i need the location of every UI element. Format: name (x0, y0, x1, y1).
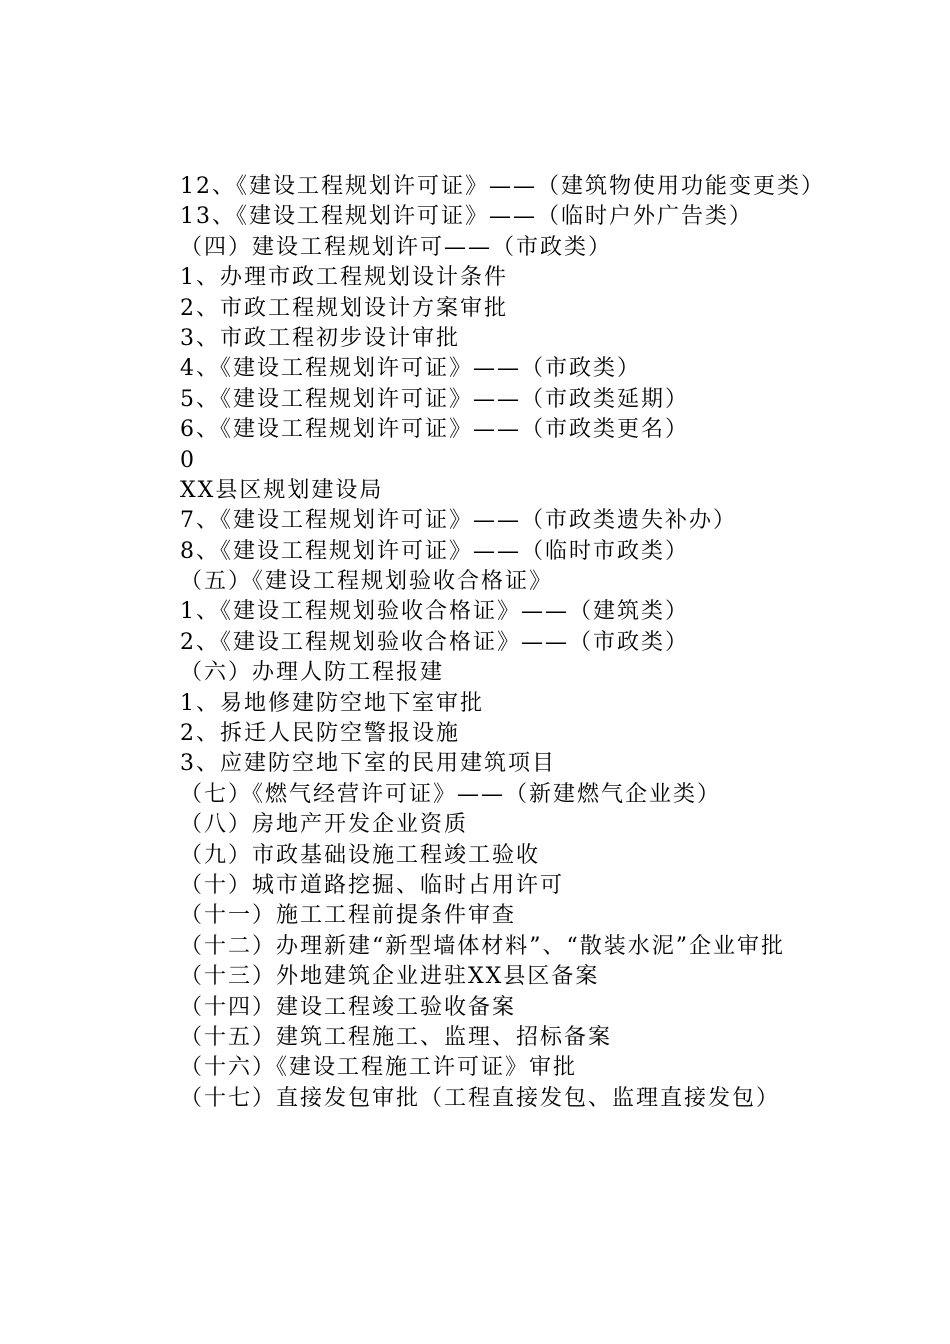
section-heading: （九）市政基础设施工程竣工验收 (180, 842, 541, 868)
section-heading: （六）办理人防工程报建 (180, 660, 445, 686)
section-heading: （十四）建设工程竣工验收备案 (180, 994, 517, 1020)
running-header: XX县区规划建设局 (180, 477, 384, 503)
text-line: 2、市政工程规划设计方案审批 (180, 295, 508, 321)
section-heading: （七）《燃气经营许可证》——（新建燃气企业类） (180, 781, 722, 807)
text-line: 2、《建设工程规划验收合格证》——（市政类） (180, 629, 689, 655)
section-heading: （十三）外地建筑企业进驻XX县区备案 (180, 964, 600, 990)
section-heading: （十一）施工工程前提条件审查 (180, 903, 517, 929)
text-line: 6、《建设工程规划许可证》——（市政类更名） (180, 417, 689, 443)
text-line: 7、《建设工程规划许可证》——（市政类遗失补办） (180, 508, 737, 534)
section-heading: （十二）办理新建“新型墙体材料”、“散装水泥”企业审批 (180, 933, 785, 959)
section-heading: （十七）直接发包审批（工程直接发包、监理直接发包） (180, 1085, 781, 1111)
page-number: 0 (180, 447, 196, 473)
text-line: 4、《建设工程规划许可证》——（市政类） (180, 356, 641, 382)
section-heading: （十六）《建设工程施工许可证》审批 (180, 1055, 578, 1081)
section-heading: （十五）建筑工程施工、监理、招标备案 (180, 1024, 613, 1050)
text-line: 3、应建防空地下室的民用建筑项目 (180, 751, 556, 777)
text-line: 5、《建设工程规划许可证》——（市政类延期） (180, 386, 689, 412)
text-line: 2、拆迁人民防空警报设施 (180, 721, 460, 747)
text-line: 1、易地修建防空地下室审批 (180, 690, 484, 716)
section-heading: （十）城市道路挖掘、临时占用许可 (180, 873, 565, 898)
text-line: 13、《建设工程规划许可证》——（临时户外广告类） (180, 204, 753, 230)
section-heading: （五）《建设工程规划验收合格证》 (180, 569, 554, 595)
text-line: 8、《建设工程规划许可证》——（临时市政类） (180, 538, 689, 564)
text-line: 3、市政工程初步设计审批 (180, 325, 460, 351)
section-heading: （四）建设工程规划许可——（市政类） (180, 234, 613, 260)
text-line: 1、办理市政工程规划设计条件 (180, 265, 508, 291)
section-heading: （八）房地产开发企业资质 (180, 812, 469, 838)
text-line: 1、《建设工程规划验收合格证》——（建筑类） (180, 599, 689, 625)
document-body (130, 172, 834, 1114)
text-line: 12、《建设工程规划许可证》——（建筑物使用功能变更类） (180, 174, 825, 199)
